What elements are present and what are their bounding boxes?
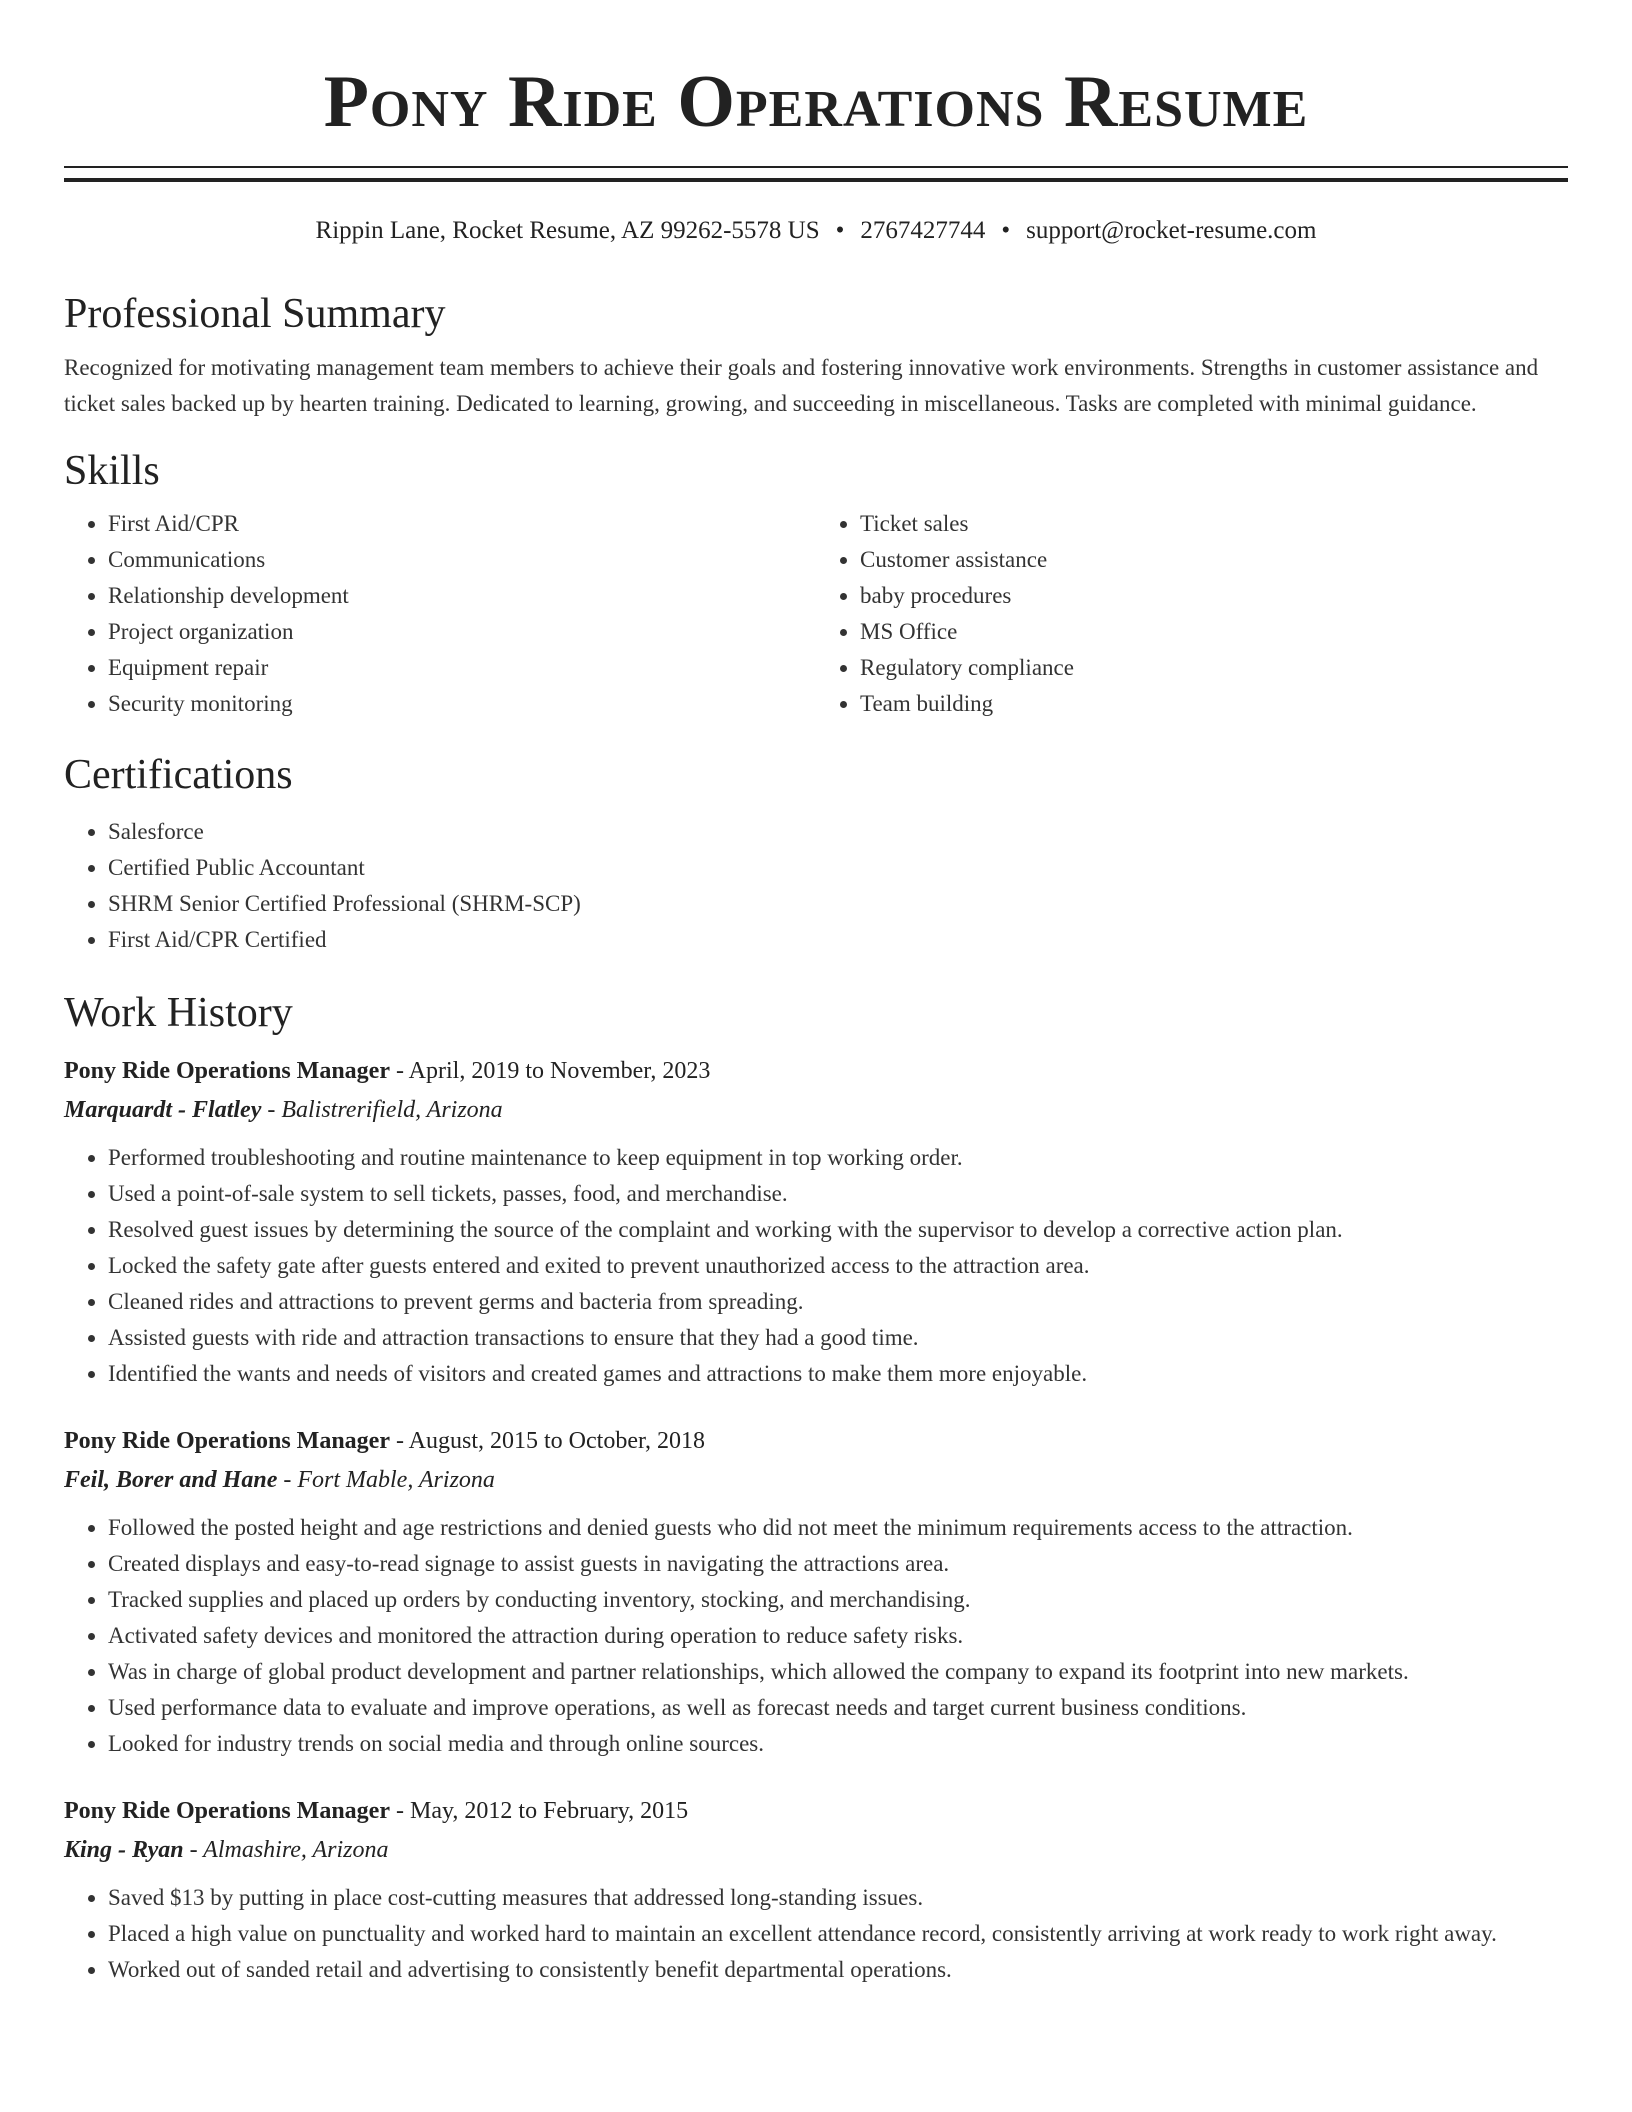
job-entry bbox=[64, 1792, 1568, 1988]
job-duty-item: • Created displays and easy-to-read signage to assist guests in navigating the attractions area. bbox=[108, 1546, 1568, 1582]
skill-item: • Equipment repair bbox=[108, 650, 816, 686]
job-duty-item: • Identified the wants and needs of visitors and created games and attractions to make them more enjoyable. bbox=[108, 1356, 1568, 1392]
certifications-heading: Certifications bbox=[64, 752, 293, 798]
job-title-line bbox=[64, 1792, 1568, 1830]
skill-item: • Regulatory compliance bbox=[860, 650, 1568, 686]
job-duties-list bbox=[64, 1510, 1568, 1762]
job-entry bbox=[64, 1422, 1568, 1762]
job-duty-item: • Assisted guests with ride and attraction transactions to ensure that they had a good time. bbox=[108, 1320, 1568, 1356]
job-title: Pony Ride Operations Manager bbox=[64, 1428, 390, 1454]
job-company: King - Ryan bbox=[64, 1837, 184, 1863]
certification-item: • Salesforce bbox=[108, 814, 1568, 850]
job-title-line bbox=[64, 1052, 1568, 1090]
summary-heading: Professional Summary bbox=[64, 291, 446, 337]
contact-separator: • bbox=[1001, 217, 1011, 244]
job-dates: - May, 2012 to February, 2015 bbox=[389, 1798, 689, 1824]
job-title-line bbox=[64, 1422, 1568, 1460]
skill-item: • Communications bbox=[108, 542, 816, 578]
contact-line bbox=[64, 216, 1568, 246]
job-title: Pony Ride Operations Manager bbox=[64, 1798, 390, 1824]
certification-item: • Certified Public Accountant bbox=[108, 850, 1568, 886]
certifications-list bbox=[64, 814, 1568, 958]
job-title: Pony Ride Operations Manager bbox=[64, 1058, 390, 1084]
job-duty-item: • Cleaned rides and attractions to prevent germs and bacteria from spreading. bbox=[108, 1284, 1568, 1320]
job-duty-item: • Activated safety devices and monitored the attraction during operation to reduce safety risks. bbox=[108, 1618, 1568, 1654]
skill-item: • baby procedures bbox=[860, 578, 1568, 614]
job-duties-list bbox=[64, 1880, 1568, 1988]
job-duty-item: • Placed a high value on punctuality and worked hard to maintain an excellent attendance record, consistently arriving at work ready to work right away. bbox=[108, 1916, 1568, 1952]
contact-separator: • bbox=[835, 217, 845, 244]
skill-item: • Ticket sales bbox=[860, 506, 1568, 542]
job-duty-item: • Tracked supplies and placed up orders by conducting inventory, stocking, and merchandising. bbox=[108, 1582, 1568, 1618]
skill-item: • MS Office bbox=[860, 614, 1568, 650]
certification-item: • SHRM Senior Certified Professional (SHRM-SCP) bbox=[108, 886, 1568, 922]
skill-item: • Relationship development bbox=[108, 578, 816, 614]
job-dates: - August, 2015 to October, 2018 bbox=[389, 1428, 705, 1454]
job-company-line bbox=[64, 1090, 1568, 1130]
title-divider bbox=[64, 166, 1568, 182]
job-duty-item: • Worked out of sanded retail and advertising to consistently benefit departmental operations. bbox=[108, 1952, 1568, 1988]
job-dates: - April, 2019 to November, 2023 bbox=[389, 1058, 711, 1084]
job-company-line bbox=[64, 1830, 1568, 1870]
job-duty-item: • Followed the posted height and age restrictions and denied guests who did not meet the minimum requirements access to the attraction. bbox=[108, 1510, 1568, 1546]
job-entry bbox=[64, 1052, 1568, 1392]
skill-item: • Security monitoring bbox=[108, 686, 816, 722]
skill-item: • Customer assistance bbox=[860, 542, 1568, 578]
job-duty-item: • Resolved guest issues by determining the source of the complaint and working with the supervisor to develop a corrective action plan. bbox=[108, 1212, 1568, 1248]
skills-columns bbox=[64, 506, 1568, 722]
job-location: - Balistrerifield, Arizona bbox=[261, 1097, 503, 1123]
job-duty-item: • Performed troubleshooting and routine maintenance to keep equipment in top working order. bbox=[108, 1140, 1568, 1176]
job-duty-item: • Looked for industry trends on social media and through online sources. bbox=[108, 1726, 1568, 1762]
contact-email: support@rocket-resume.com bbox=[1026, 217, 1317, 244]
job-duty-item: • Used a point-of-sale system to sell tickets, passes, food, and merchandise. bbox=[108, 1176, 1568, 1212]
job-location: - Fort Mable, Arizona bbox=[277, 1467, 495, 1493]
skill-item: • First Aid/CPR bbox=[108, 506, 816, 542]
skill-item: • Project organization bbox=[108, 614, 816, 650]
resume-page bbox=[64, 0, 1568, 1988]
skills-right-list bbox=[816, 506, 1568, 722]
work-history-heading: Work History bbox=[64, 990, 293, 1036]
job-duty-item: • Was in charge of global product development and partner relationships, which allowed the company to expand its footprint into new markets. bbox=[108, 1654, 1568, 1690]
resume-title: Pony Ride Operations Resume bbox=[323, 61, 1309, 143]
job-duty-item: • Used performance data to evaluate and improve operations, as well as forecast needs and target current business conditions. bbox=[108, 1690, 1568, 1726]
skills-left-list bbox=[64, 506, 816, 722]
job-company: Marquardt - Flatley bbox=[64, 1097, 262, 1123]
job-duties-list bbox=[64, 1140, 1568, 1392]
skills-heading: Skills bbox=[64, 448, 160, 494]
contact-phone: 2767427744 bbox=[860, 217, 986, 244]
job-location: - Almashire, Arizona bbox=[183, 1837, 389, 1863]
job-duty-item: • Locked the safety gate after guests entered and exited to prevent unauthorized access to the attraction area. bbox=[108, 1248, 1568, 1284]
job-company: Feil, Borer and Hane bbox=[64, 1467, 278, 1493]
job-company-line bbox=[64, 1460, 1568, 1500]
summary-text: Recognized for motivating management team members to achieve their goals and fostering innovative work environments. Strengths in customer assistance and ticket sales backed up by hearten training. Dedicated to learning, growing, and succeeding in miscellaneous. Tasks are completed with minimal guidance. bbox=[64, 355, 1539, 416]
contact-address: Rippin Lane, Rocket Resume, AZ 99262-5578 US bbox=[315, 217, 820, 244]
certification-item: • First Aid/CPR Certified bbox=[108, 922, 1568, 958]
skill-item: • Team building bbox=[860, 686, 1568, 722]
job-duty-item: • Saved $13 by putting in place cost-cutting measures that addressed long-standing issues. bbox=[108, 1880, 1568, 1916]
